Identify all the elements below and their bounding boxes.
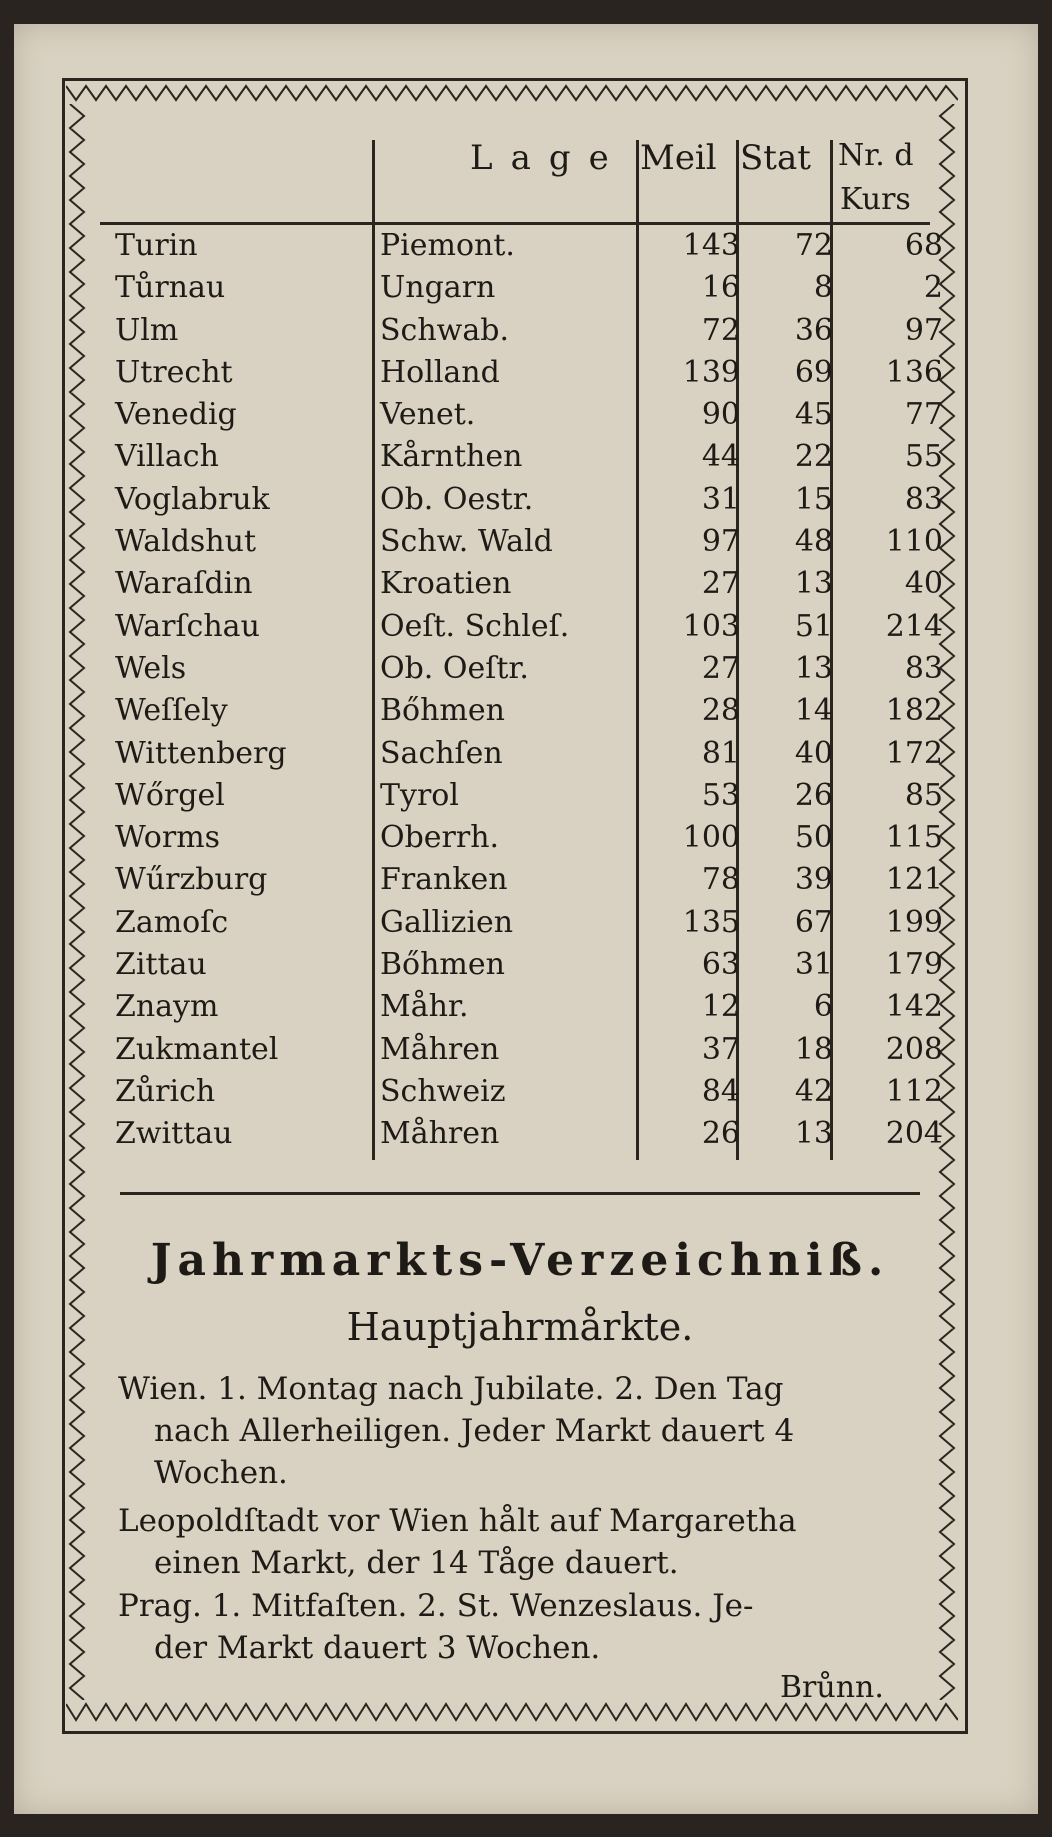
region-cell: Schwab.	[380, 312, 509, 348]
place-cell: Weſſely	[115, 693, 228, 729]
nr-cell: 85	[904, 777, 943, 813]
nr-cell: 40	[904, 566, 943, 602]
stat-cell: 72	[794, 228, 833, 263]
market-entry-prag	[118, 1585, 928, 1669]
nr-cell: 182	[885, 693, 943, 729]
table-row	[115, 820, 943, 862]
stat-cell: 40	[794, 735, 833, 771]
nr-cell: 204	[885, 1116, 943, 1152]
place-cell: Waldshut	[115, 524, 257, 560]
stat-cell: 15	[794, 481, 833, 517]
header-nr: Nr. d	[838, 138, 914, 173]
place-cell: Voglabruk	[115, 481, 270, 517]
place-cell: Wőrgel	[115, 777, 225, 813]
region-cell: Tyrol	[380, 777, 459, 813]
text-line: nach Allerheiligen. Jeder Markt dauert 4	[154, 1413, 795, 1449]
stat-cell: 69	[794, 354, 833, 390]
stat-cell: 13	[794, 1116, 833, 1152]
meil-cell: 16	[701, 270, 740, 306]
meil-cell: 63	[701, 947, 740, 983]
table-header	[100, 130, 930, 230]
nr-cell: 55	[904, 439, 943, 475]
meil-cell: 135	[682, 904, 740, 940]
table-row	[115, 439, 943, 481]
place-cell: Warſchau	[115, 608, 260, 644]
text-line: Wien. 1. Montag nach Jubilate. 2. Den Tag	[118, 1371, 784, 1407]
place-cell: Wűrzburg	[115, 862, 268, 898]
region-cell: Gallizien	[380, 904, 514, 940]
zigzag-border-left	[66, 104, 88, 1700]
meil-cell: 27	[701, 650, 740, 686]
nr-cell: 121	[885, 862, 943, 898]
region-cell: Måhren	[380, 1116, 500, 1152]
region-cell: Schw. Wald	[380, 524, 553, 560]
nr-cell: 68	[904, 228, 943, 263]
nr-cell: 179	[885, 947, 943, 983]
stat-cell: 51	[794, 608, 833, 644]
nr-cell: 83	[904, 650, 943, 686]
place-cell: Wels	[115, 650, 187, 686]
region-cell: Franken	[380, 862, 508, 898]
table-row	[115, 270, 943, 312]
region-cell: Ungarn	[380, 270, 496, 306]
place-cell: Zittau	[115, 947, 207, 983]
nr-cell: 142	[885, 989, 943, 1025]
nr-cell: 77	[904, 397, 943, 433]
stat-cell: 8	[813, 270, 833, 306]
table-row	[115, 862, 943, 904]
place-cell: Zukmantel	[115, 1031, 279, 1067]
region-cell: Måhr.	[380, 989, 469, 1025]
table-row	[115, 989, 943, 1031]
region-cell: Holland	[380, 354, 500, 390]
place-cell: Utrecht	[115, 354, 233, 390]
market-entry-leopoldstadt	[118, 1500, 928, 1584]
region-cell: Piemont.	[380, 228, 515, 263]
meil-cell: 53	[701, 777, 740, 813]
place-cell: Zůrich	[115, 1073, 216, 1109]
meil-cell: 26	[701, 1116, 740, 1152]
place-cell: Venedig	[115, 397, 237, 433]
nr-cell: 112	[885, 1073, 943, 1109]
place-cell: Villach	[115, 439, 219, 475]
text-line: Prag. 1. Mitfaſten. 2. St. Wenzeslaus. Je-	[118, 1588, 754, 1624]
meil-cell: 84	[701, 1073, 740, 1109]
header-kurs: Kurs	[840, 182, 911, 217]
region-cell: Ob. Oestr.	[380, 481, 534, 517]
region-cell: Bőhmen	[380, 693, 505, 729]
table-row	[115, 650, 943, 693]
nr-cell: 199	[885, 904, 943, 940]
table-row	[115, 524, 943, 566]
meil-cell: 103	[682, 608, 740, 644]
stat-cell: 36	[794, 312, 833, 348]
table-row	[115, 354, 943, 397]
meil-cell: 12	[701, 989, 740, 1025]
region-cell: Kårnthen	[380, 439, 523, 475]
place-cell: Waraſdin	[115, 566, 253, 602]
stat-cell: 18	[794, 1031, 833, 1067]
meil-cell: 97	[701, 524, 740, 560]
meil-cell: 37	[701, 1031, 740, 1067]
catchword: Brůnn.	[780, 1670, 884, 1705]
text-line: Wochen.	[154, 1455, 288, 1491]
header-stat: Stat	[740, 138, 811, 178]
region-cell: Schweiz	[380, 1073, 506, 1109]
table-row	[115, 481, 943, 524]
place-cell: Tůrnau	[115, 270, 226, 306]
place-cell: Znaym	[115, 989, 219, 1025]
table-row	[115, 228, 943, 270]
region-cell: Sachſen	[380, 735, 503, 771]
place-cell: Zamoſc	[115, 904, 229, 940]
stat-cell: 14	[794, 693, 833, 729]
place-cell: Worms	[115, 820, 221, 856]
nr-cell: 115	[885, 820, 943, 856]
place-cell: Zwittau	[115, 1116, 233, 1152]
stat-cell: 6	[813, 989, 833, 1025]
table-row	[115, 1031, 943, 1074]
header-meil: Meil	[640, 138, 717, 178]
text-line: der Markt dauert 3 Wochen.	[154, 1630, 601, 1666]
meil-cell: 27	[701, 566, 740, 602]
nr-cell: 110	[885, 524, 943, 560]
nr-cell: 97	[904, 312, 943, 348]
stat-cell: 50	[794, 820, 833, 856]
meil-cell: 78	[701, 862, 740, 898]
table-row	[115, 904, 943, 947]
meil-cell: 90	[701, 397, 740, 433]
table-row	[115, 397, 943, 439]
meil-cell: 44	[701, 439, 740, 475]
stat-cell: 13	[794, 566, 833, 602]
meil-cell: 31	[701, 481, 740, 517]
table-row	[115, 693, 943, 735]
table-bottom-rule	[120, 1192, 920, 1195]
stat-cell: 22	[794, 439, 833, 475]
meil-cell: 100	[682, 820, 740, 856]
region-cell: Måhren	[380, 1031, 500, 1067]
table-row	[115, 1116, 943, 1158]
region-cell: Oberrh.	[380, 820, 500, 856]
region-cell: Ob. Oeſtr.	[380, 650, 529, 686]
nr-cell: 214	[885, 608, 943, 644]
table-row	[115, 947, 943, 989]
place-cell: Ulm	[115, 312, 179, 348]
table-row	[115, 735, 943, 778]
table-row	[115, 566, 943, 608]
stat-cell: 42	[794, 1073, 833, 1109]
header-lage: Lage	[470, 138, 627, 178]
stat-cell: 26	[794, 777, 833, 813]
stat-cell: 31	[794, 947, 833, 983]
stat-cell: 45	[794, 397, 833, 433]
meil-cell: 143	[682, 228, 740, 263]
table-row	[115, 608, 943, 651]
place-cell: Turin	[115, 228, 198, 263]
nr-cell: 208	[885, 1031, 943, 1067]
meil-cell: 28	[701, 693, 740, 729]
stat-cell: 13	[794, 650, 833, 686]
zigzag-border-top	[66, 82, 958, 104]
region-cell: Kroatien	[380, 566, 512, 602]
markets-subtitle: Hauptjahrmårkte.	[346, 1305, 694, 1349]
stat-cell: 67	[794, 904, 833, 940]
nr-cell: 83	[904, 481, 943, 517]
region-cell: Venet.	[380, 397, 476, 433]
table-row	[115, 1073, 943, 1116]
stat-cell: 39	[794, 862, 833, 898]
text-line: einen Markt, der 14 Tåge dauert.	[154, 1545, 679, 1581]
meil-cell: 72	[701, 312, 740, 348]
meil-cell: 81	[701, 735, 740, 771]
market-entry-wien	[118, 1368, 928, 1494]
nr-cell: 172	[885, 735, 943, 771]
markets-title: Jahrmarkts-Verzeichniß.	[150, 1235, 890, 1286]
nr-cell: 136	[885, 354, 943, 390]
region-cell: Oeſt. Schleſ.	[380, 608, 570, 644]
place-cell: Wittenberg	[115, 735, 287, 771]
meil-cell: 139	[682, 354, 740, 390]
region-cell: Bőhmen	[380, 947, 505, 983]
nr-cell: 2	[923, 270, 943, 306]
text-line: Leopoldſtadt vor Wien hålt auf Margaretha	[118, 1503, 797, 1539]
distance-table	[115, 228, 943, 1159]
table-row	[115, 312, 943, 355]
stat-cell: 48	[794, 524, 833, 560]
table-row	[115, 777, 943, 820]
